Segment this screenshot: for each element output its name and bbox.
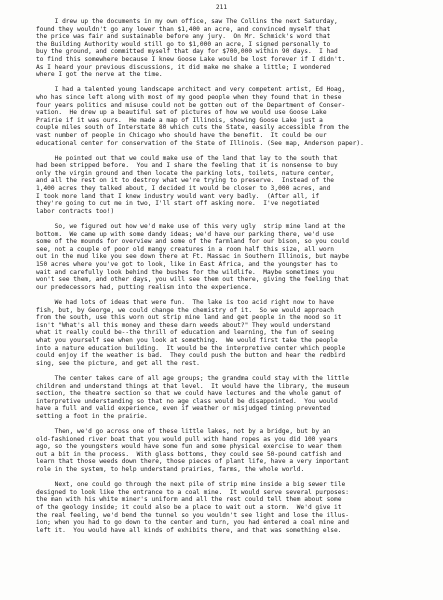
- page-number: 211: [215, 4, 228, 11]
- text-line: couple miles south of Interstate 80 which cuts the State, easily accessible from the: [36, 124, 349, 132]
- text-line: educational center for conservation of the State of Illinois. (See map, Anderson paper).: [36, 139, 364, 147]
- text-line: who has since left along with most of my good people when they found that in these: [36, 93, 342, 101]
- text-line: I drew up the documents in my own office, saw The Collins the next Saturday,: [36, 18, 338, 25]
- text-line: four years politics and misuse could not be gotten out of the Department of Conser-: [36, 101, 346, 109]
- text-line: only the virgin ground and then locate the parking lots, toilets, nature center,: [36, 169, 335, 177]
- text-line: found they wouldn't go any lower than $1,400 an acre, and convinced myself that: [36, 25, 331, 33]
- paragraph-7: [36, 428, 426, 474]
- text-line: the real feeling, we'd bend the tunnel so you wouldn't see light and lose the illus-: [36, 511, 349, 519]
- text-line: what it really could be--the thrill of education and learning, the fun of seeing: [36, 329, 335, 337]
- text-line: from the south, use this worn out strip mine land and get people in the mood so it: [36, 314, 342, 322]
- text-line: left it. You would have all kinds of exhibits there, and that was something else.: [36, 526, 342, 534]
- text-line: buy the ground, and committed myself that day for $700,000 within 90 days. I had: [36, 48, 338, 56]
- text-line: see, not a couple of poor old mangy creatures in a room half this size, all worn: [36, 245, 335, 253]
- text-line: We had lots of ideas that were fun. The lake is too acid right now to have: [36, 298, 335, 306]
- text-line: Then, we'd go across one of these little lakes, not by a bridge, but by an: [36, 428, 331, 436]
- text-line: the man with his white miner's uniform and all the rest could tell them about some: [36, 496, 342, 504]
- text-line: Next, one could go through the next pile of strip mine inside a big sewer tile: [36, 481, 346, 489]
- paragraph-5: [36, 299, 426, 367]
- paragraph-2: [36, 86, 426, 147]
- text-line: some of the mounds for overview and some of the farmland for our bison, so you could: [36, 238, 349, 246]
- paragraph-8: [36, 481, 426, 534]
- text-line: setting a foot in the prairie.: [36, 412, 148, 420]
- text-line: of the geology inside; it could also be a place to wait out a storm. We'd give it: [36, 504, 342, 511]
- text-line: our predecessors had, putting realism into the experience.: [36, 283, 253, 291]
- text-line: vation. He drew up a beautiful set of pictures of how we would use Goose Lake: [36, 109, 327, 117]
- text-line: vast number of people in Chicago who should have the benefit. It could be our: [36, 131, 327, 139]
- text-line: role in the system, to help understand prairies, farms, the whole world.: [36, 466, 305, 474]
- text-line: they're going to cut me in two, I'll start off asking more. I've negotiated: [36, 200, 320, 208]
- paragraph-3: [36, 155, 426, 216]
- paragraph-6: [36, 375, 426, 421]
- text-line: He pointed out that we could make use of the land that lay to the south that: [36, 154, 338, 162]
- text-line: As I heard your previous discussions, it did make me shake a little; I wondered: [36, 63, 331, 71]
- text-line: old-fashioned river boat that you would pull with hand ropes as you did 100 years: [36, 435, 338, 443]
- text-line: the price was fair and sustainable before any jury. On Mr. Schmick's word that: [36, 33, 331, 41]
- text-line: and all the rest on it to destroy what we're trying to preserve. Instead of the: [36, 177, 335, 185]
- text-line: labor contracts too!): [36, 207, 115, 215]
- text-line: I had a talented young landscape architect and very competent artist, Ed Hoag,: [36, 86, 346, 94]
- text-line: ion; when you had to go down to the center and turn, you had entered a coal mine and: [36, 519, 349, 527]
- text-line: interpretive understanding so that no age class would be disappointed. You would: [36, 397, 338, 405]
- text-line: the Building Authority would still go to $1,000 an acre, I signed personally to: [36, 40, 331, 48]
- text-line: learn that those weeds down there, those pieces of plant life, have a very important: [36, 458, 349, 466]
- text-line: isn't "What's all this money and these darn weeds about?" They would understand: [36, 321, 331, 329]
- text-line: section, the theatre section so that we could have lectures and the whole gamut of: [36, 390, 342, 398]
- text-line: into a nature education building. It would be the interpretive center which people: [36, 344, 346, 352]
- text-line: out in the mud like you see down there at Ft. Massac in Southern Illinois, but maybe: [36, 253, 349, 261]
- text-line: what you yourself see when you look at something. We would first take the people: [36, 336, 338, 344]
- text-line: 1,400 acres they talked about, I decided it would be closer to 3,000 acres, and: [36, 185, 331, 193]
- text-line: The center takes care of all age groups; the grandma could stay with the little: [36, 374, 349, 382]
- text-line: I took more land that I knew industry would want very badly. (After all, if: [36, 192, 320, 200]
- paragraph-4: [36, 223, 426, 291]
- text-line: had been stripped before. You and I share the feeling that it is nonsense to buy: [36, 162, 338, 170]
- paragraph-1: [36, 18, 426, 79]
- text-line: 150 acres where you've got to look, like in East Africa, and the youngster has to: [36, 261, 338, 268]
- text-line: ago, so the youngsters would have some fun and some physical exercise to wear them: [36, 443, 342, 451]
- text-line: to find this somewhere because I knew Goose Lake would be lost forever if I didn't.: [36, 55, 346, 63]
- text-line: Prairie if it was ours. He made a map of Illinois, showing Goose Lake just a: [36, 116, 323, 124]
- text-line: could enjoy if the weather is bad. They could push the button and hear the redbird: [36, 352, 346, 360]
- document-body: [36, 18, 426, 542]
- text-line: bottom. We came up with some dandy ideas; we'd have our parking there, we'd use: [36, 230, 335, 238]
- text-line: where I got the nerve at the time.: [36, 71, 163, 79]
- text-line: have a full and valid experience, even if weather or misjudged timing prevented: [36, 405, 331, 413]
- text-line: So, we figured out how we'd make use of this very ugly strip mine land at the: [36, 223, 346, 231]
- text-line: children and understand things at that level. It would have the library, the museum: [36, 382, 349, 390]
- text-line: won't see them, and other days, you will see them out there, giving the feeling that: [36, 276, 349, 284]
- text-line: designed to look like the entrance to a coal mine. It would serve several purposes:: [36, 488, 349, 496]
- text-line: fish, but, by George, we could change the chemistry of it. So we would approach: [36, 306, 335, 314]
- text-line: sing, see the picture, and get all the rest.: [36, 359, 200, 367]
- text-line: wait and carefully look behind the bushes for the wildlife. Maybe sometimes you: [36, 268, 335, 276]
- text-line: out a bit in the process. With glass bottoms, they could see 50-pound catfish and: [36, 450, 342, 458]
